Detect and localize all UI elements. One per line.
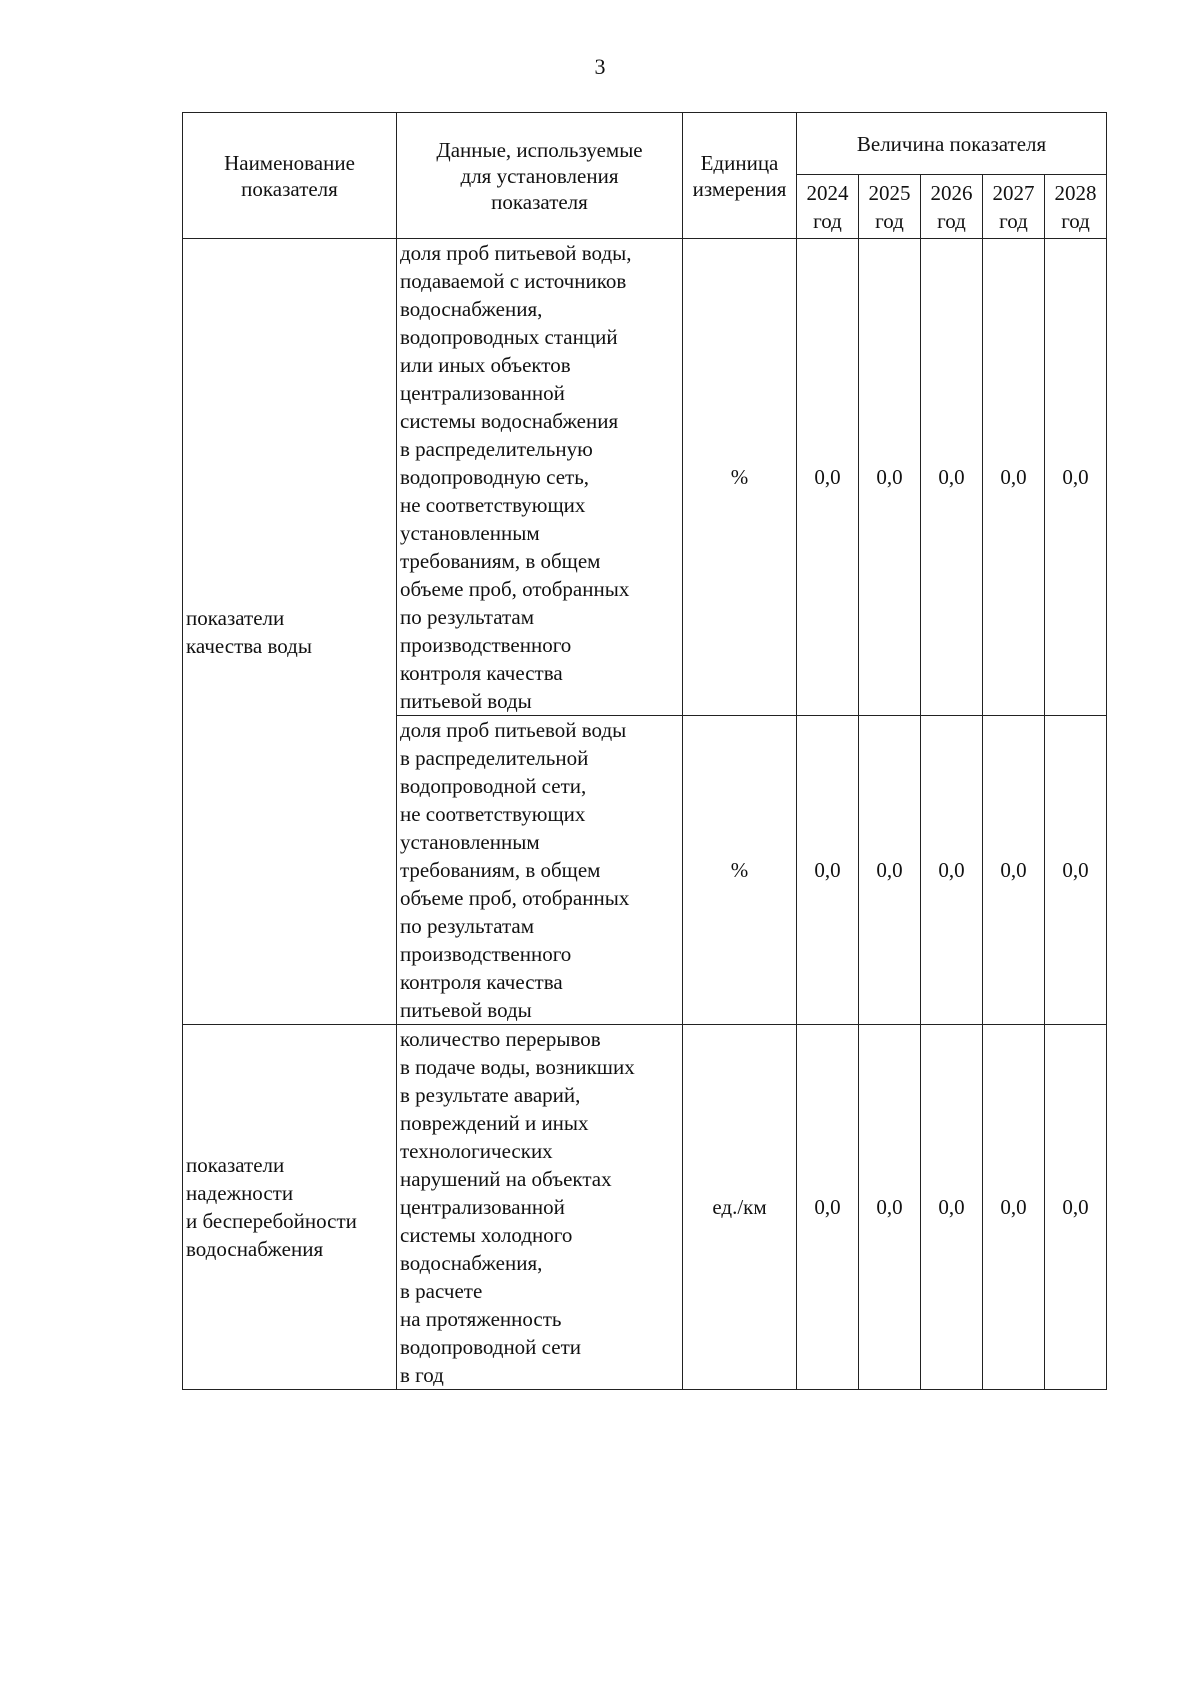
header-value-group: Величина показателя	[797, 113, 1107, 175]
value-cell: 0,0	[797, 1025, 859, 1390]
header-unit: Единица измерения	[683, 113, 797, 239]
header-name: Наименование показателя	[183, 113, 397, 239]
header-year-2027: 2027 год	[983, 175, 1045, 239]
value-cell: 0,0	[859, 1025, 921, 1390]
indicator-name-water-quality: показатели качества воды	[183, 239, 397, 1025]
value-cell: 0,0	[1045, 716, 1107, 1025]
table-row	[183, 239, 1107, 716]
header-year-2026: 2026 год	[921, 175, 983, 239]
value-cell: 0,0	[921, 716, 983, 1025]
value-cell: 0,0	[983, 1025, 1045, 1390]
value-cell: 0,0	[859, 239, 921, 716]
indicators-table	[182, 112, 1107, 1390]
unit-cell: %	[683, 716, 797, 1025]
header-year-2025: 2025 год	[859, 175, 921, 239]
header-year-2024: 2024 год	[797, 175, 859, 239]
value-cell: 0,0	[859, 716, 921, 1025]
table-row	[183, 1025, 1107, 1390]
value-cell: 0,0	[797, 716, 859, 1025]
value-cell: 0,0	[983, 239, 1045, 716]
value-cell: 0,0	[983, 716, 1045, 1025]
unit-cell: %	[683, 239, 797, 716]
page-number: 3	[594, 54, 606, 79]
indicator-name-reliability: показатели надежности и бесперебойности водоснабжения	[183, 1025, 397, 1390]
value-cell: 0,0	[797, 239, 859, 716]
indicator-data-description: доля проб питьевой воды в распределительной водопроводной сети, не соответствующих установленным требованиям, в общем объеме проб, отобранных по результатам производственного контроля качества питьевой воды	[397, 716, 683, 1025]
header-year-2028: 2028 год	[1045, 175, 1107, 239]
header-data: Данные, используемые для установления показателя	[397, 113, 683, 239]
value-cell: 0,0	[1045, 239, 1107, 716]
value-cell: 0,0	[921, 1025, 983, 1390]
indicator-data-description: доля проб питьевой воды, подаваемой с источников водоснабжения, водопроводных станций или иных объектов централизованной системы водоснабжения в распределительную водопроводную сеть, не соответствующих установленным требованиям, в общем объеме проб, отобранных по результатам производственного контроля качества питьевой воды	[397, 239, 683, 716]
indicator-data-description: количество перерывов в подаче воды, возникших в результате аварий, повреждений и иных технологических нарушений на объектах централизованной системы холодного водоснабжения, в расчете на протяженность водопроводной сети в год	[397, 1025, 683, 1390]
value-cell: 0,0	[921, 239, 983, 716]
unit-cell: ед./км	[683, 1025, 797, 1390]
value-cell: 0,0	[1045, 1025, 1107, 1390]
